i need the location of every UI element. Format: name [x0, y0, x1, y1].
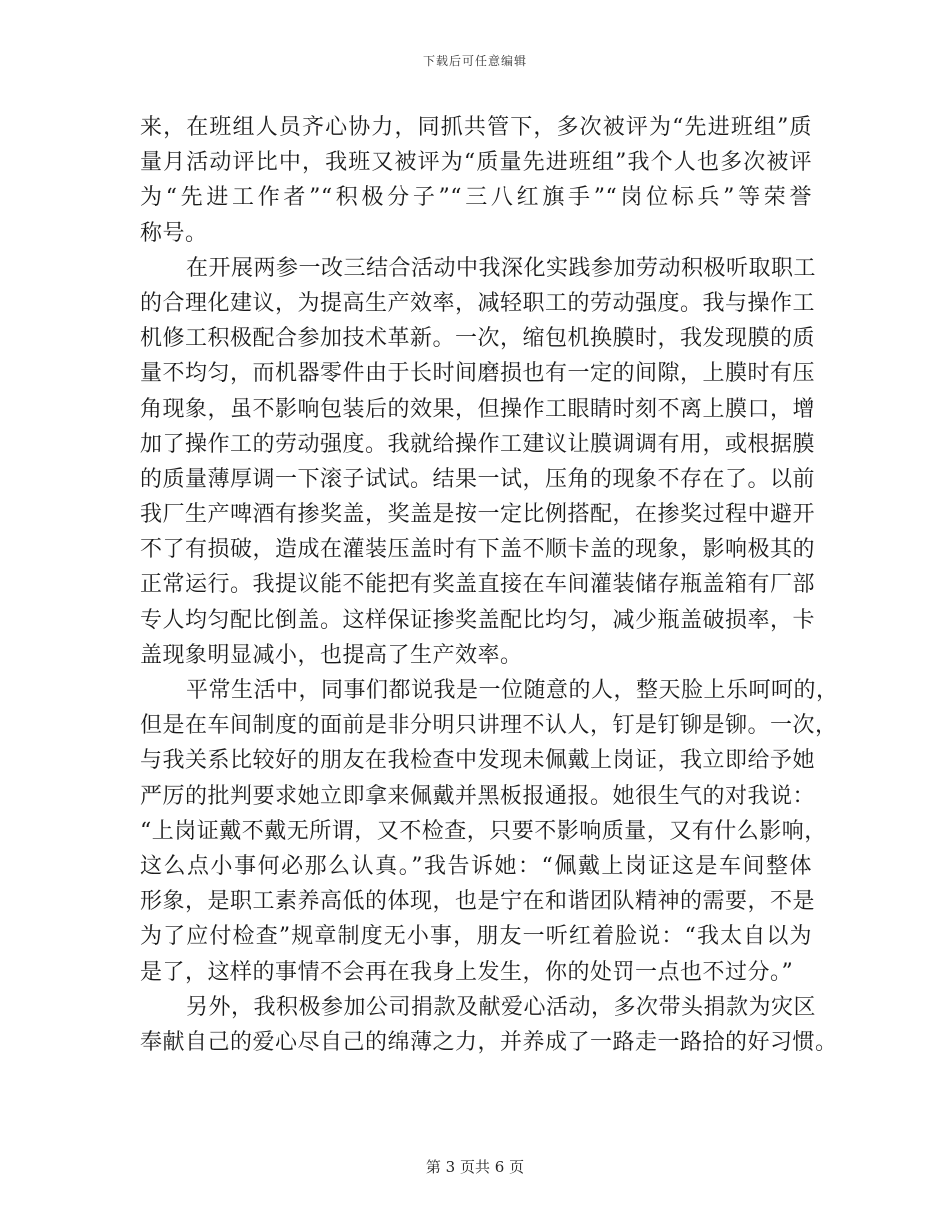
- text-line: 但是在车间制度的面前是非分明只讲理不认人，钉是钉铆是铆。一次，: [140, 713, 838, 739]
- text-line: 平常生活中，同事们都说我是一位随意的人，整天脸上乐呵呵的，: [186, 678, 839, 703]
- text-line: 在开展两参一改三结合活动中我深化实践参加劳动积极听取职工: [186, 255, 817, 281]
- text-line: 这么点小事何必那么认真。”我告诉她：“佩戴上岗证这是车间整体: [140, 853, 812, 879]
- text-line: 加了操作工的劳动强度。我就给操作工建议让膜调调有用，或根据膜: [140, 431, 816, 457]
- text-line: 的合理化建议，为提高生产效率，减轻职工的劳动强度。我与操作工: [140, 290, 816, 316]
- text-line: 与我关系比较好的朋友在我检查中发现未佩戴上岗证，我立即给予她: [140, 748, 816, 774]
- text-line: 盖现象明显减小，也提高了生产效率。: [140, 642, 523, 668]
- document-body: [140, 110, 839, 1060]
- text-line: 为了应付检查”规章制度无小事，朋友一听红着脸说：“我太自以为: [140, 924, 812, 950]
- text-line: “上岗证戴不戴无所谓，又不检查，只要不影响质量，又有什么影响，: [140, 818, 827, 844]
- text-line: 的质量薄厚调一下滚子试试。结果一试，压角的现象不存在了。以前: [140, 466, 816, 492]
- text-line: 是了，这样的事情不会再在我身上发生，你的处罚一点也不过分。”: [140, 959, 794, 985]
- text-line: 量不均匀，而机器零件由于长时间磨损也有一定的间隙，上膜时有压: [140, 361, 816, 387]
- text-line: 不了有损破，造成在灌装压盖时有下盖不顺卡盖的现象，影响极其的: [140, 537, 816, 563]
- text-line: 角现象，虽不影响包装后的效果，但操作工眼睛时刻不离上膜口，增: [140, 396, 816, 422]
- text-line: 我厂生产啤酒有掺奖盖，奖盖是按一定比例搭配，在掺奖过程中避开: [140, 502, 816, 528]
- text-line: 奉献自己的爱心尽自己的绵薄之力，并养成了一路走一路拾的好习惯。: [140, 1029, 838, 1055]
- page-footer: 第 3 页共 6 页: [425, 1158, 525, 1176]
- text-line: 量月活动评比中，我班又被评为“质量先进班组”我个人也多次被评: [140, 150, 812, 176]
- text-line: 严厉的批判要求她立即拿来佩戴并黑板报通报。她很生气的对我说：: [140, 783, 816, 809]
- text-line: 机修工积极配合参加技术革新。一次，缩包机换膜时，我发现膜的质: [140, 326, 816, 352]
- text-line: 专人均匀配比倒盖。这样保证掺奖盖配比均匀，减少瓶盖破损率，卡: [140, 607, 816, 633]
- text-line: 称号。: [140, 220, 208, 246]
- page-header: 下载后可任意编辑: [422, 54, 527, 68]
- text-line: 形象，是职工素养高低的体现，也是宁在和谐团队精神的需要，不是: [140, 889, 816, 915]
- text-line: 为“先进工作者”“积极分子”“三八红旗手”“岗位标兵”等荣誉: [140, 185, 812, 211]
- text-line: 正常运行。我提议能不能把有奖盖直接在车间灌装储存瓶盖箱有厂部: [140, 572, 816, 598]
- text-line: 来，在班组人员齐心协力，同抓共管下，多次被评为“先进班组”质: [140, 115, 812, 140]
- text-line: 另外，我积极参加公司捐款及献爱心活动，多次带头捐款为灾区: [186, 994, 817, 1020]
